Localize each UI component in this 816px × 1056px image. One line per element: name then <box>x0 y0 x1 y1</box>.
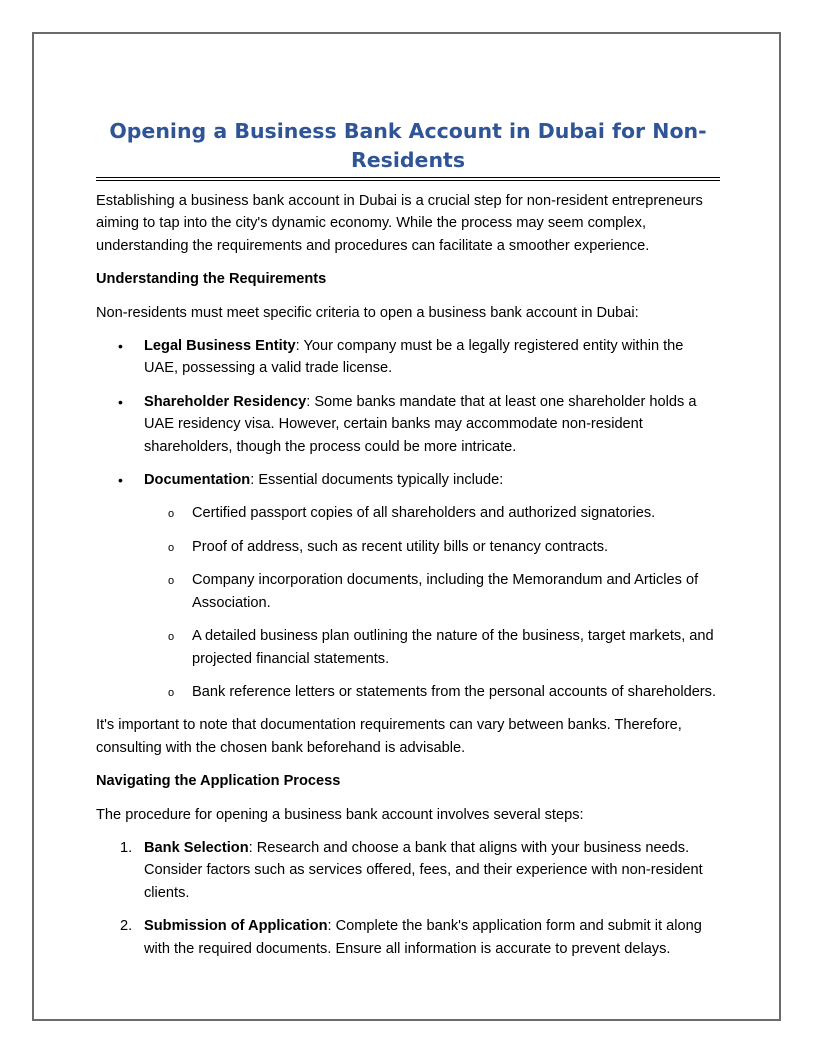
note-paragraph: It's important to note that documentation requirements can vary between banks. Therefore, consulting with the chosen bank beforehand is advisable. <box>96 717 682 756</box>
item-text: : Your company must be a legally registered entity within the UAE, possessing a valid trade license. <box>144 338 684 377</box>
list-item <box>168 502 720 524</box>
item-text: : Essential documents typically include: <box>250 472 504 489</box>
documents-list <box>144 502 720 703</box>
item-term: Bank Selection <box>144 839 249 856</box>
item-term: Submission of Application <box>144 918 328 935</box>
requirements-lead: Non-residents must meet specific criteria to open a business bank account in Dubai: <box>96 304 639 321</box>
list-item <box>118 335 720 380</box>
item-term: Shareholder Residency <box>144 393 307 410</box>
list-item <box>120 837 720 904</box>
item-text: A detailed business plan outlining the nature of the business, target markets, and projected financial statements. <box>192 628 714 667</box>
step-number: 1. <box>120 839 133 856</box>
item-term: Documentation <box>144 472 251 489</box>
circle-bullet-icon: o <box>168 631 175 644</box>
list-item <box>168 536 720 558</box>
item-text: Bank reference letters or statements from the personal accounts of shareholders. <box>192 683 717 700</box>
circle-bullet-icon: o <box>168 508 175 521</box>
item-text: : Some banks mandate that at least one shareholder holds a UAE residency visa. However, certain banks may accommodate non-resident shareholders, though the process could be more intricate. <box>144 393 697 455</box>
requirements-list <box>96 335 720 703</box>
circle-bullet-icon: o <box>168 686 175 699</box>
list-item <box>168 569 720 614</box>
section-heading-requirements: Understanding the Requirements <box>96 271 327 288</box>
circle-bullet-icon: o <box>168 575 175 588</box>
section-heading-application: Navigating the Application Process <box>96 773 341 790</box>
item-text: Certified passport copies of all shareholders and authorized signatories. <box>192 505 656 522</box>
item-text: Proof of address, such as recent utility bills or tenancy contracts. <box>192 538 609 555</box>
list-item <box>118 391 720 458</box>
item-text: Company incorporation documents, including the Memorandum and Articles of Association. <box>192 572 699 611</box>
list-item <box>120 915 720 960</box>
bullet-icon: • <box>118 338 123 355</box>
bullet-icon: • <box>118 393 123 410</box>
document-body <box>96 117 720 971</box>
circle-bullet-icon: o <box>168 541 175 554</box>
document-title: Opening a Business Bank Account in Dubai for Non-Residents <box>109 119 707 172</box>
application-lead: The procedure for opening a business bank account involves several steps: <box>96 806 584 823</box>
intro-paragraph: Establishing a business bank account in Dubai is a crucial step for non-resident entrepreneurs aiming to tap into the city's dynamic economy. While the process may seem complex, understanding the requirements and procedures can facilitate a smoother experience. <box>96 193 703 254</box>
step-number: 2. <box>120 918 133 935</box>
list-item <box>168 625 720 670</box>
title-double-rule <box>96 177 720 181</box>
bullet-icon: • <box>118 472 123 489</box>
item-text: : Research and choose a bank that aligns with your business needs. Consider factors such as services offered, fees, and their experience with non-resident clients. <box>144 839 703 901</box>
list-item <box>118 469 720 703</box>
item-text: : Complete the bank's application form and submit it along with the required documents. Ensure all information is accurate to prevent delays. <box>144 918 702 957</box>
list-item <box>168 681 720 703</box>
item-term: Legal Business Entity <box>144 338 296 355</box>
steps-list <box>96 837 720 960</box>
